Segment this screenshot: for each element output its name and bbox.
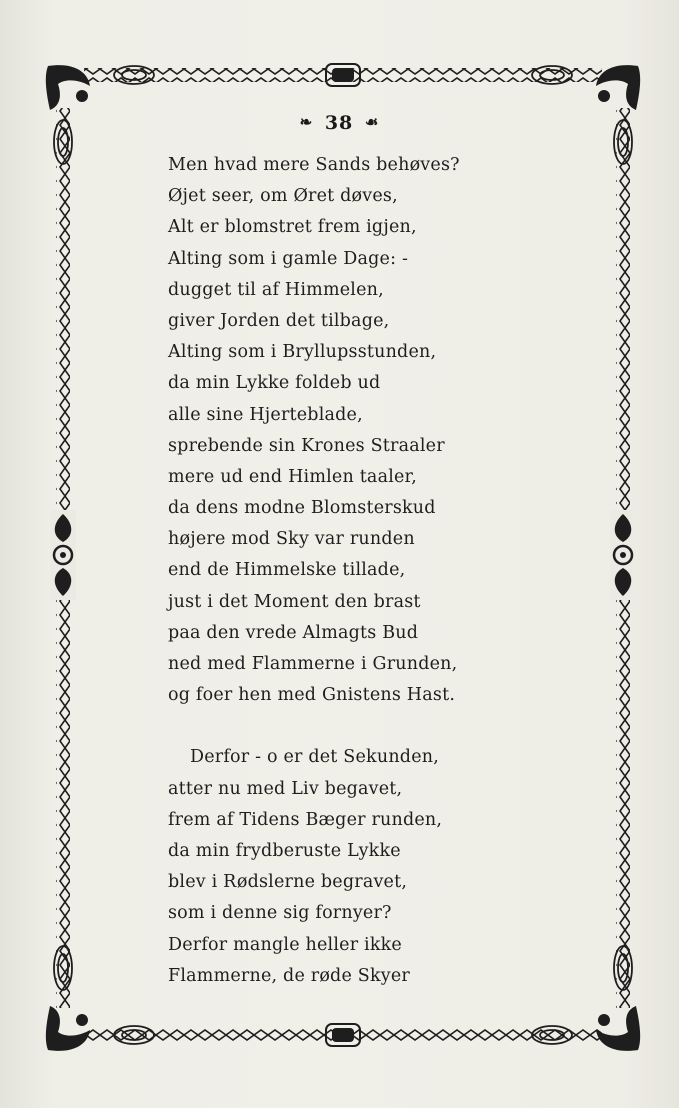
stanza-break — [168, 711, 488, 742]
poem-line: Øjet seer, om Øret døves, — [168, 186, 398, 207]
corner-bottom-right — [596, 1006, 640, 1051]
right-flourish-icon: ☙ — [364, 113, 380, 131]
corner-top-left — [46, 65, 90, 110]
poem-line: da dens modne Blomsterskud — [168, 498, 436, 519]
poem-text — [168, 150, 488, 992]
poem-line: højere mod Sky var runden — [168, 529, 415, 550]
page-number-heading — [0, 112, 679, 134]
poem-line: just i det Moment den brast — [168, 591, 421, 612]
poem-line: som i denne sig fornyer? — [168, 903, 392, 924]
poem-line: atter nu med Liv begavet, — [168, 778, 403, 799]
poem-line: frem af Tidens Bæger runden, — [168, 809, 443, 830]
poem-line: dugget til af Himmelen, — [168, 279, 384, 300]
poem-line: Alt er blomstret frem igjen, — [168, 217, 417, 238]
poem-line: Derfor - o er det Sekunden, — [190, 747, 439, 768]
poem-line: sprebende sin Krones Straaler — [168, 435, 445, 456]
stanza-1 — [168, 150, 488, 711]
poem-line: Derfor mangle heller ikke — [168, 934, 402, 955]
left-flourish-icon: ❧ — [299, 113, 314, 131]
poem-line: da min Lykke foldeb ud — [168, 373, 381, 394]
poem-line: Men hvad mere Sands behøves? — [168, 155, 460, 175]
poem-line: og foer hen med Gnistens Hast. — [168, 685, 456, 706]
poem-line: Alting som i gamle Dage: - — [168, 248, 409, 269]
page-number: 38 — [324, 112, 354, 134]
stanza-2 — [168, 742, 488, 992]
poem-line: Alting som i Bryllupsstunden, — [168, 342, 437, 363]
poem-line: end de Himmelske tillade, — [168, 560, 406, 581]
poem-line: mere ud end Himlen taaler, — [168, 466, 417, 487]
corner-top-right — [596, 65, 640, 110]
poem-line: alle sine Hjerteblade, — [168, 404, 363, 425]
poem-line: blev i Rødslerne begravet, — [168, 872, 408, 893]
poem-line: giver Jorden det tilbage, — [168, 310, 390, 331]
poem-line: paa den vrede Almagts Bud — [168, 622, 419, 643]
poem-line: ned med Flammerne i Grunden, — [168, 654, 458, 674]
right-middle-rosette — [610, 510, 636, 600]
corner-bottom-left — [46, 1006, 90, 1051]
poem-line: da min frydberuste Lykke — [168, 840, 401, 861]
poem-line: Flammerne, de røde Skyer — [168, 965, 410, 986]
left-middle-rosette — [50, 510, 76, 600]
